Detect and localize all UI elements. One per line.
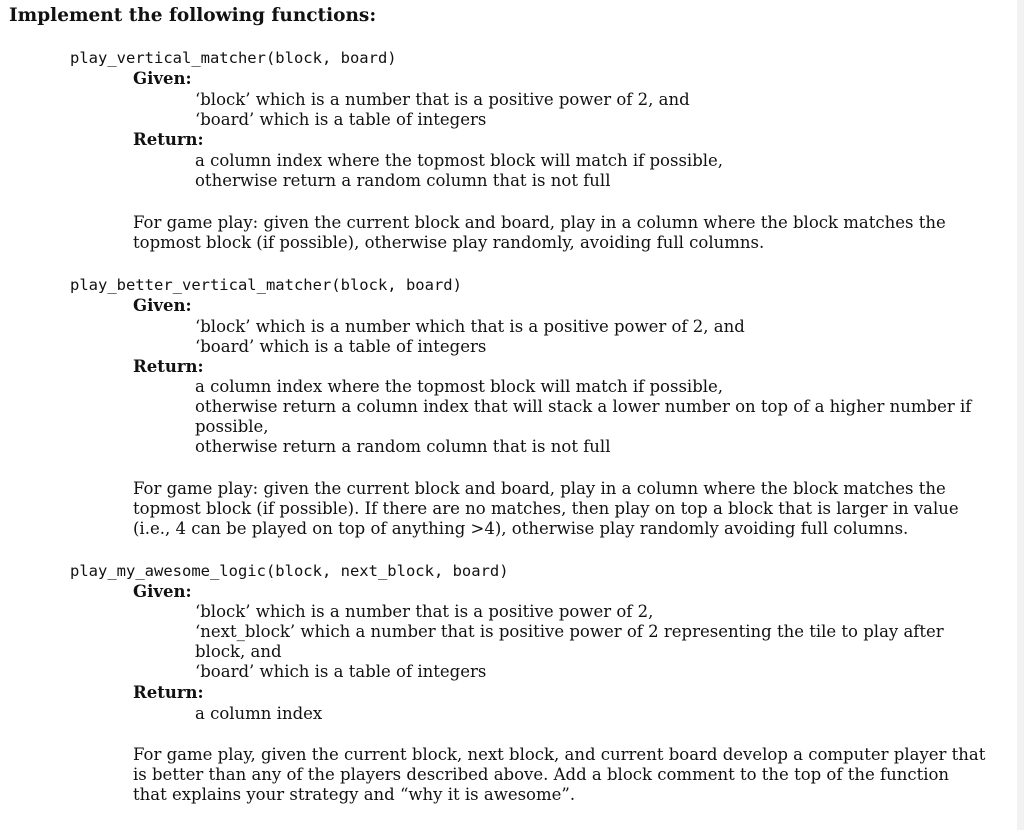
given-label: Given: xyxy=(133,69,192,88)
given-line: ‘board’ which is a table of integers xyxy=(195,110,487,129)
gameplay-description xyxy=(133,213,977,253)
description-line: For game play: given the current block and board, play in a column where the block matches the xyxy=(133,479,946,498)
description-line: (i.e., 4 can be played on top of anything >4), otherwise play randomly avoiding full columns. xyxy=(133,519,909,538)
return-line: possible, xyxy=(195,417,269,436)
function-signature: play_better_vertical_matcher(block, board) xyxy=(70,276,462,294)
description-line: that explains your strategy and “why it is awesome”. xyxy=(133,785,576,804)
given-text xyxy=(195,317,977,357)
given-label: Given: xyxy=(133,296,192,315)
given-label: Given: xyxy=(133,582,192,601)
gameplay-description xyxy=(133,479,977,539)
description-line: topmost block (if possible). If there are no matches, then play on top a block that is larger in value xyxy=(133,499,959,518)
return-line: a column index where the topmost block will match if possible, xyxy=(195,377,724,396)
return-text xyxy=(195,704,977,724)
return-line: a column index where the topmost block will match if possible, xyxy=(195,151,724,170)
page-edge xyxy=(1017,0,1024,830)
given-line: ‘board’ which is a table of integers xyxy=(195,662,487,681)
function-signature: play_my_awesome_logic(block, next_block, board) xyxy=(70,562,509,580)
return-label: Return: xyxy=(133,357,204,376)
return-label: Return: xyxy=(133,130,204,149)
return-line: otherwise return a column index that will stack a lower number on top of a higher number if xyxy=(195,397,972,416)
given-line: ‘block’ which is a number that is a positive power of 2, and xyxy=(195,90,690,109)
return-line: otherwise return a random column that is not full xyxy=(195,171,611,190)
given-text xyxy=(195,602,977,682)
given-line: ‘block’ which is a number which that is a positive power of 2, and xyxy=(195,317,745,336)
function-signature: play_vertical_matcher(block, board) xyxy=(70,49,397,67)
description-line: is better than any of the players described above. Add a block comment to the top of the function xyxy=(133,765,950,784)
given-text xyxy=(195,90,977,130)
given-line: ‘block’ which is a number that is a positive power of 2, xyxy=(195,602,654,621)
return-line: a column index xyxy=(195,704,323,723)
given-line: ‘next_block’ which a number that is positive power of 2 representing the tile to play after xyxy=(195,622,944,641)
return-label: Return: xyxy=(133,683,204,702)
gameplay-description xyxy=(133,745,986,805)
return-text xyxy=(195,377,977,457)
description-line: For game play, given the current block, next block, and current board develop a computer player that xyxy=(133,745,986,764)
page-title: Implement the following functions: xyxy=(9,5,377,26)
description-line: topmost block (if possible), otherwise play randomly, avoiding full columns. xyxy=(133,233,765,252)
description-line: For game play: given the current block and board, play in a column where the block matches the xyxy=(133,213,946,232)
return-text xyxy=(195,151,977,191)
given-line: ‘board’ which is a table of integers xyxy=(195,337,487,356)
given-line: block, and xyxy=(195,642,282,661)
return-line: otherwise return a random column that is not full xyxy=(195,437,611,456)
